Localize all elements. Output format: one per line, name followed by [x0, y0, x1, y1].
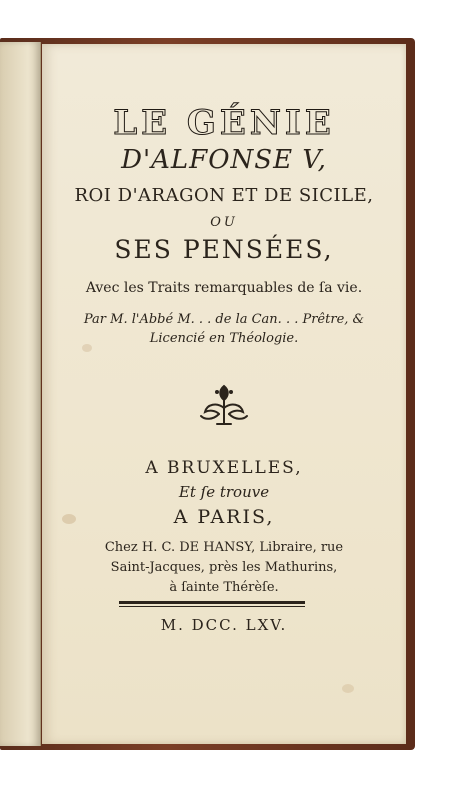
- imprint-publisher-2: Saint-Jacques, près les Mathurins,: [110, 560, 338, 575]
- foxing-spot: [82, 344, 92, 352]
- subtitle-line: Avec les Traits remarquables de ſa vie.: [85, 280, 363, 296]
- author-line-1: Par M. l'Abbé M. . . de la Can. . . Prêtre, &: [83, 312, 365, 327]
- title-line-roi: ROI D'ARAGON ET DE SICILE,: [74, 185, 374, 206]
- double-rule-thin: [119, 606, 305, 607]
- fleuron-ornament-icon: [197, 380, 251, 428]
- imprint-city-bruxelles: A BRUXELLES,: [145, 458, 303, 478]
- title-page: [42, 44, 406, 744]
- double-rule-thick: [119, 601, 305, 604]
- imprint-city-paris: A PARIS,: [173, 506, 275, 528]
- imprint-date: M. DCC. LXV.: [160, 616, 288, 634]
- title-line-alfonse: D'ALFONSE V,: [121, 145, 327, 175]
- title-line-pensees: SES PENSÉES,: [114, 235, 334, 264]
- imprint-found: Et ſe trouve: [178, 483, 270, 501]
- book: [0, 38, 418, 750]
- imprint-publisher-3: à ſainte Thérèſe.: [169, 580, 279, 595]
- imprint-publisher-1: Chez H. C. DE HANSY, Libraire, rue: [104, 540, 344, 555]
- left-page-edge: [0, 42, 41, 746]
- title-line-ou: OU: [210, 215, 238, 230]
- author-line-2: Licencié en Théologie.: [149, 331, 299, 346]
- foxing-spot: [342, 684, 354, 693]
- title-line-genie: LE GÉNIE: [113, 103, 335, 143]
